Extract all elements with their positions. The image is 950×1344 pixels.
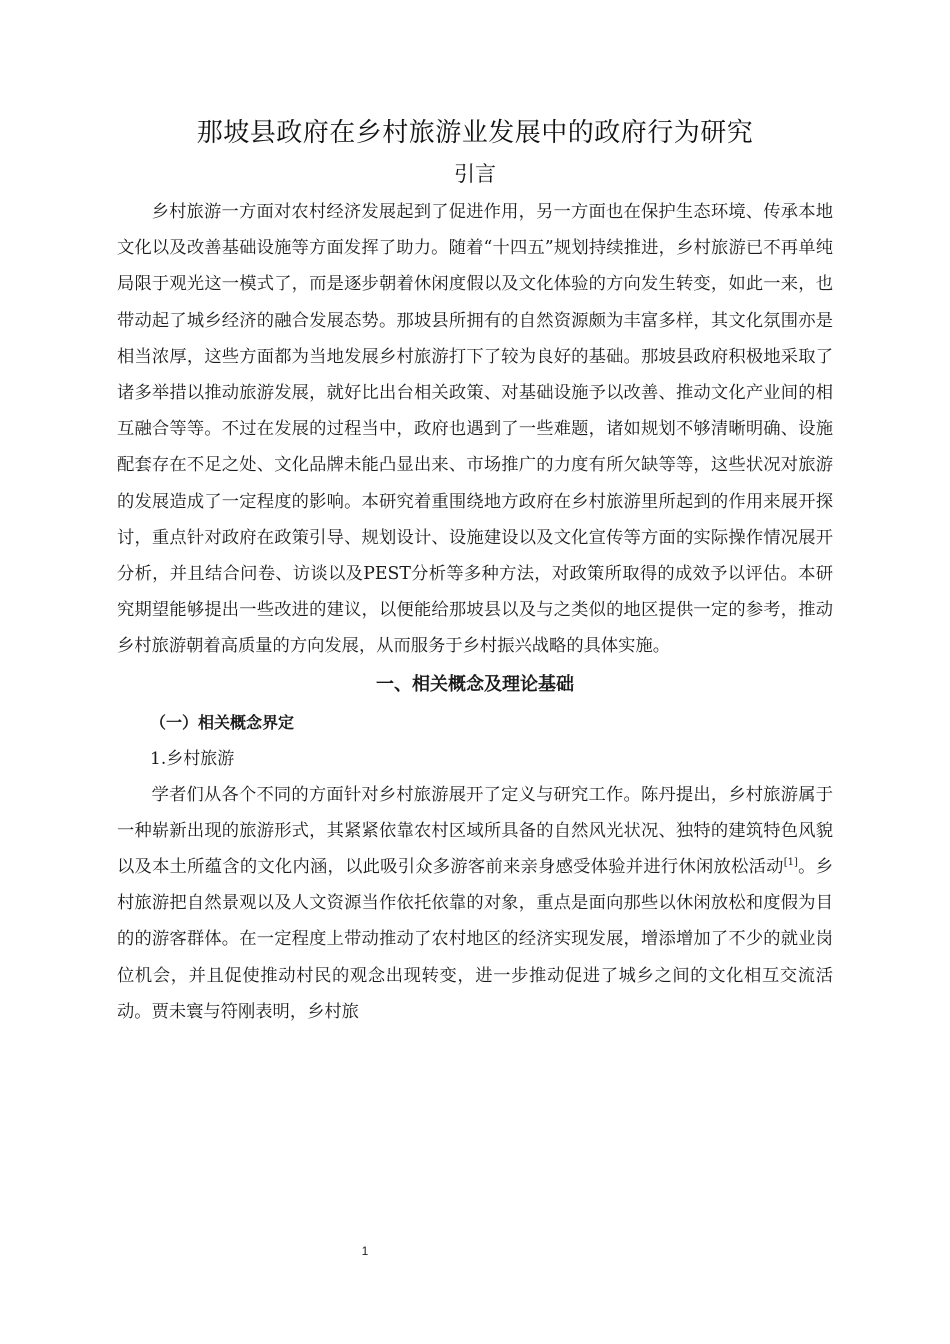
section-heading: 一、相关概念及理论基础 xyxy=(376,673,574,695)
paragraph-text-part1: 学者们从各个不同的方面针对乡村旅游展开了定义与研究工作。陈丹提出，乡村旅游属于一种崭新出现的旅游形式，其紧紧依靠农村区域所具备的自然风光状况、独特的建筑特色风貌以及本土所蕴含的文化内涵，以此吸引众多游客前来亲身感受体验并进行休闲放松活动 xyxy=(117,784,833,878)
item-heading: 1.乡村旅游 xyxy=(150,748,235,769)
paragraph-text-part2: 。乡村旅游把自然景观以及人文资源当作依托依靠的对象，重点是面向那些以休闲放松和度假为目的的游客群体。在一定程度上带动推动了农村地区的经济实现发展，增添增加了不少的就业岗位机会，并且促使推动村民的观念出现转变，进一步推动促进了城乡之间的文化相互交流活动。贾未寰与符刚表明，乡村旅 xyxy=(117,857,833,1022)
subsection-heading: （一）相关概念界定 xyxy=(150,712,295,732)
document-title: 那坡县政府在乡村旅游业发展中的政府行为研究 xyxy=(196,118,754,148)
intro-heading: 引言 xyxy=(454,162,496,186)
citation-marker: [1] xyxy=(783,857,798,869)
document-page xyxy=(117,112,833,1030)
page-number: 1 xyxy=(361,1244,369,1258)
intro-paragraph: 乡村旅游一方面对农村经济发展起到了促进作用，另一方面也在保护生态环境、传承本地文化以及改善基础设施等方面发挥了助力。随着“十四五”规划持续推进，乡村旅游已不再单纯局限于观光这一模式了，而是逐步朝着休闲度假以及文化体验的方向发生转变，如此一来，也带动起了城乡经济的融合发展态势。那坡县所拥有的自然资源颇为丰富多样，其文化氛围亦是相当浓厚，这些方面都为当地发展乡村旅游打下了较为良好的基础。那坡县政府积极地采取了诸多举措以推动旅游发展，就好比出台相关政策、对基础设施予以改善、推动文化产业间的相互融合等等。不过在发展的过程当中，政府也遇到了一些难题，诸如规划不够清晰明确、设施配套存在不足之处、文化品牌未能凸显出来、市场推广的力度有所欠缺等等，这些状况对旅游的发展造成了一定程度的影响。本研究着重围绕地方政府在乡村旅游里所起到的作用来展开探讨，重点针对政府在政策引导、规划设计、设施建设以及文化宣传等方面的实际操作情况展开分析，并且结合问卷、访谈以及PEST分析等多种方法，对政策所取得的成效予以评估。本研究期望能够提出一些改进的建议，以便能给那坡县以及与之类似的地区提供一定的参考，推动乡村旅游朝着高质量的方向发展，从而服务于乡村振兴战略的具体实施。 xyxy=(117,202,833,657)
body-paragraph xyxy=(117,777,833,1030)
